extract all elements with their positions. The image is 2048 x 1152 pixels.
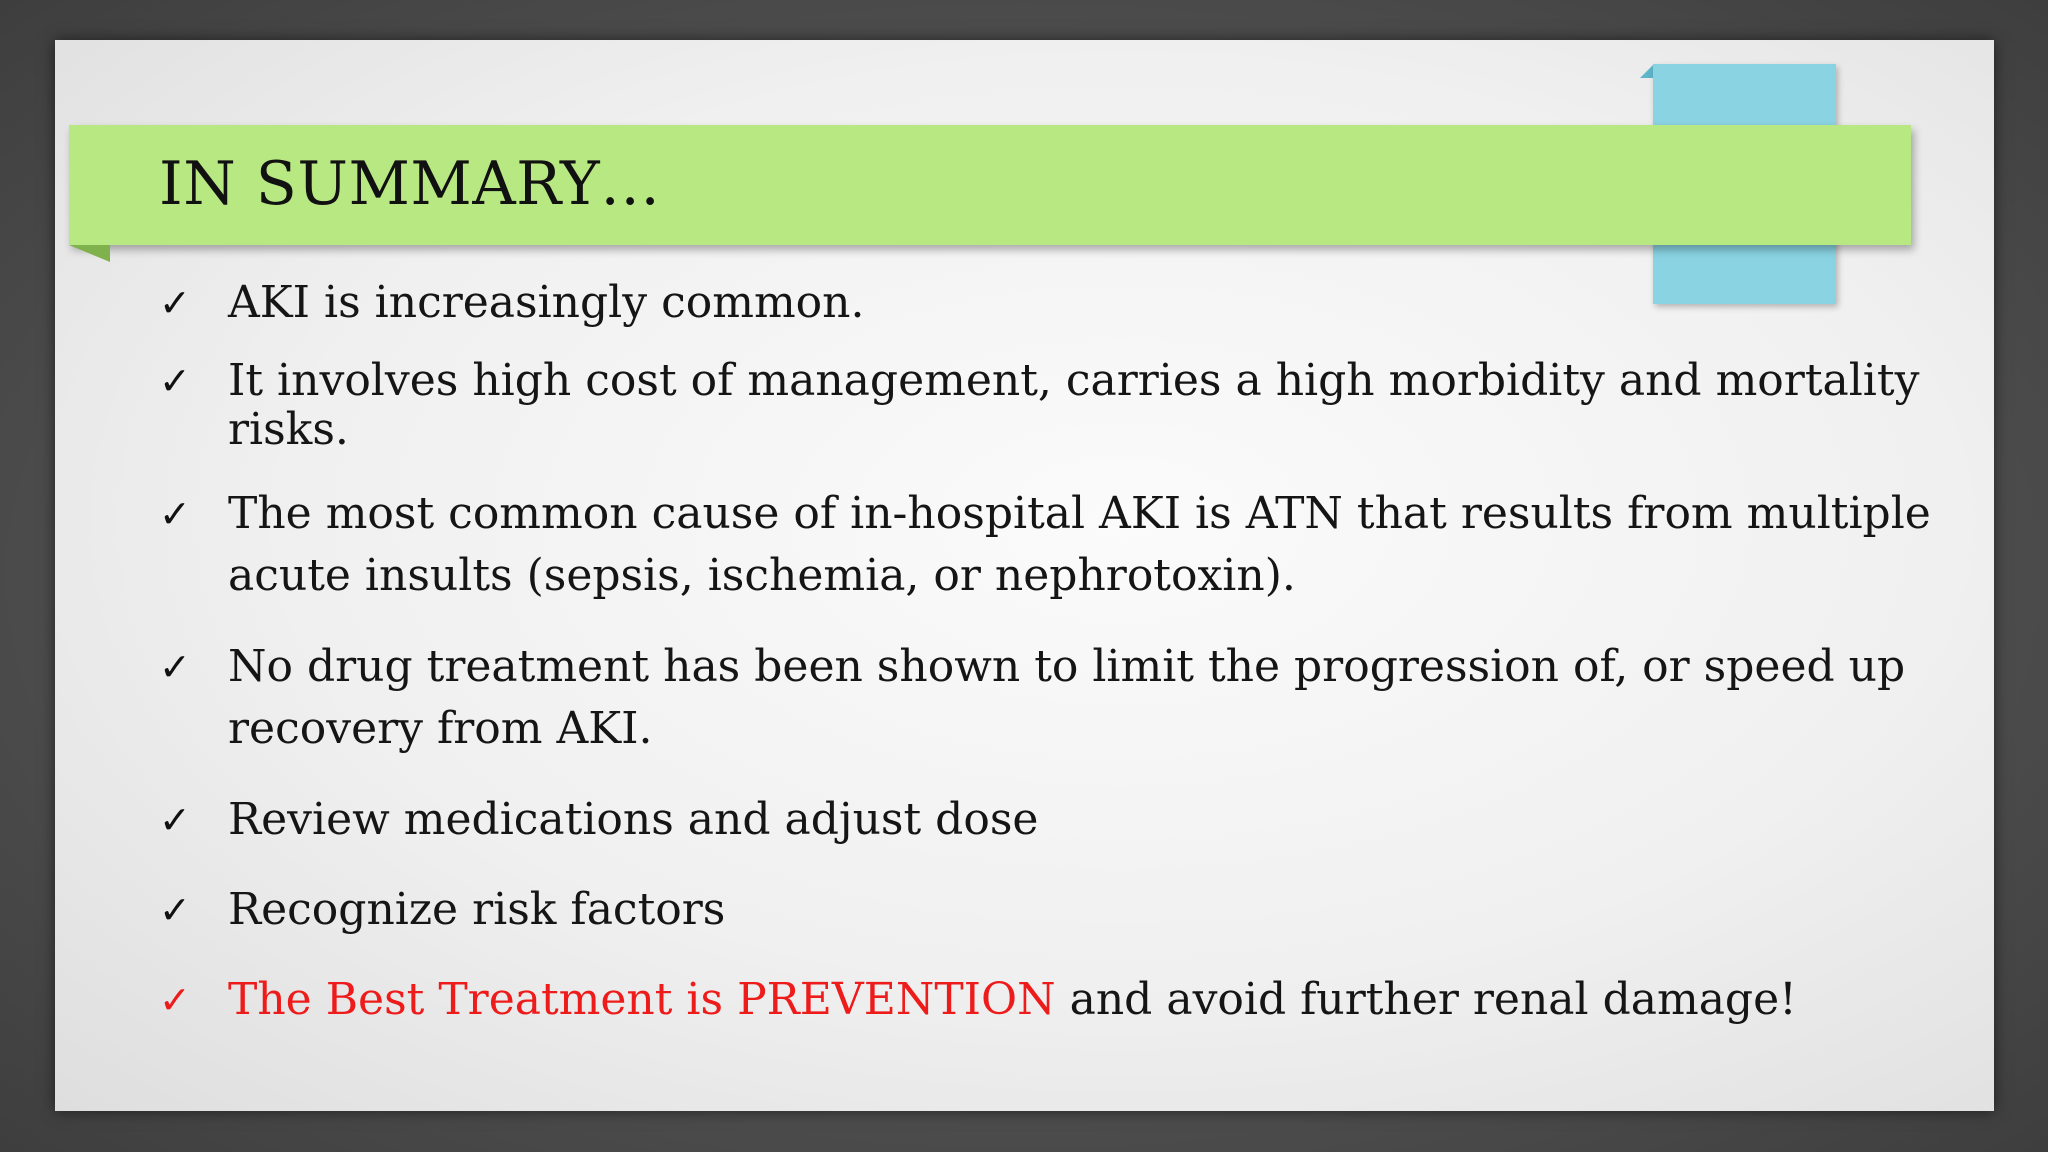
bullet-text: The most common cause of in-hospital AKI is ATN that results from multiple acute insults (sepsis, ischemia, or nephrotoxin). — [228, 488, 1931, 601]
bullet-text: Recognize risk factors — [228, 884, 726, 935]
checkmark-icon: ✓ — [159, 645, 191, 689]
bullet-text — [228, 969, 1948, 1031]
checkmark-icon: ✓ — [159, 798, 191, 842]
slide — [55, 40, 1994, 1111]
slide-title: IN SUMMARY… — [159, 149, 661, 219]
bullet-text: Review medications and adjust dose — [228, 794, 1039, 845]
bullet-text: No drug treatment has been shown to limit the progression of, or speed up recovery from AKI. — [228, 641, 1906, 754]
bullet-list — [55, 40, 1994, 1111]
checkmark-icon: ✓ — [159, 888, 191, 932]
bullet-text: AKI is increasingly common. — [228, 277, 865, 328]
checkmark-icon: ✓ — [159, 359, 191, 403]
checkmark-icon: ✓ — [159, 978, 191, 1022]
checkmark-icon: ✓ — [159, 281, 191, 325]
checkmark-icon: ✓ — [159, 492, 191, 536]
prevention-highlight: The Best Treatment is PREVENTION — [228, 974, 1056, 1025]
bullet-text: It involves high cost of management, carries a high morbidity and mortality risks. — [228, 355, 1920, 455]
bullet-text-rest: and avoid further renal damage! — [1055, 974, 1797, 1025]
